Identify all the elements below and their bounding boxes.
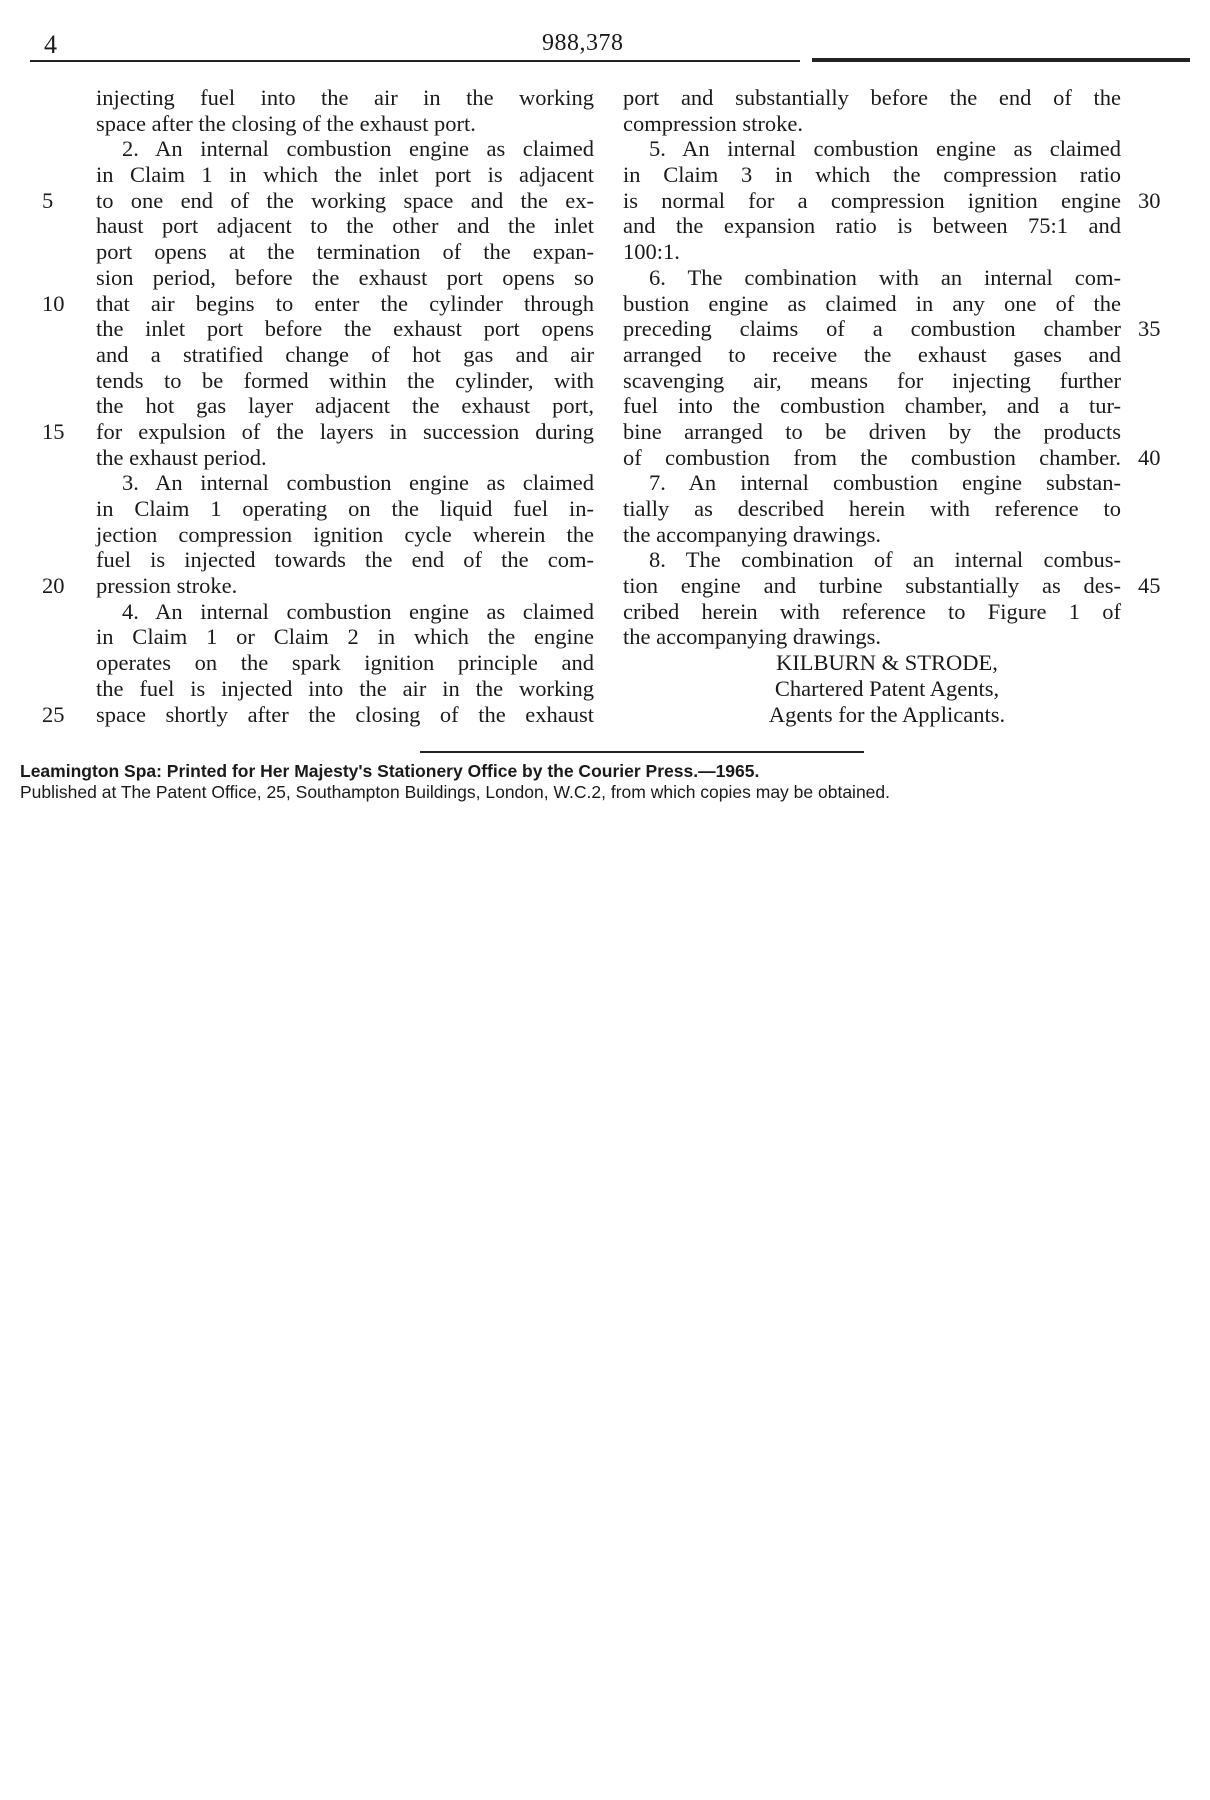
text-line: 3. An internal combustion engine as claimed [122,470,594,496]
line-number: 25 [42,701,65,727]
text-line: tends to be formed within the cylinder, with [96,367,594,393]
text-line: arranged to receive the exhaust gases and [623,341,1121,367]
line-number: 40 [1138,444,1161,470]
line-number: 30 [1138,187,1161,213]
line-number: 10 [42,290,65,316]
page-number: 4 [44,30,57,59]
header-rule-left [30,60,800,62]
line-number: 20 [42,573,65,599]
text-line: in Claim 3 in which the compression ratio [623,162,1121,188]
text-line: and a stratified change of hot gas and air [96,341,594,367]
text-line: the accompanying drawings. [623,521,882,547]
text-line: to one end of the working space and the ex- [96,187,594,213]
text-line: for expulsion of the layers in succession during [96,418,594,444]
text-line: pression stroke. [96,573,238,599]
text-line: port and substantially before the end of the [623,85,1121,110]
text-line: bustion engine as claimed in any one of the [623,290,1121,316]
text-line: cribed herein with reference to Figure 1 of [623,598,1121,624]
text-line: in Claim 1 in which the inlet port is adjacent [96,162,594,188]
text-line: the accompanying drawings. [623,624,882,650]
text-line: sion period, before the exhaust port opens so [96,264,594,290]
text-line: is normal for a compression ignition engine [623,187,1121,213]
text-line: preceding claims of a combustion chamber [623,316,1121,342]
text-line: the exhaust period. [96,444,267,470]
text-line: 100:1. [623,239,680,265]
text-line: space after the closing of the exhaust port. [96,110,476,136]
text-line: and the expansion ratio is between 75:1 and [623,213,1121,239]
text-line: jection compression ignition cycle wherein the [96,521,594,547]
text-line: 2. An internal combustion engine as claimed [122,136,594,162]
text-line: 8. The combination of an internal combus- [649,547,1121,573]
text-line: the fuel is injected into the air in the working [96,675,594,701]
text-line: operates on the spark ignition principle and [96,650,594,676]
publisher-line: Published at The Patent Office, 25, Southampton Buildings, London, W.C.2, from which copies may be obtained. [20,782,891,802]
text-line: 4. An internal combustion engine as claimed [122,598,594,624]
page-header [0,0,1210,70]
text-line: of combustion from the combustion chamber. [623,444,1121,470]
line-number: 5 [42,187,54,213]
text-line: tially as described herein with reference to [623,496,1121,521]
line-number: 45 [1138,573,1161,599]
text-line: the hot gas layer adjacent the exhaust port, [96,393,594,419]
imprint-footer [20,761,1200,803]
text-line: haust port adjacent to the other and the inlet [96,213,594,239]
right-column [623,85,1121,727]
text-line: 5. An internal combustion engine as claimed [649,136,1121,162]
text-line: space shortly after the closing of the exhaust [96,701,594,727]
text-line: fuel into the combustion chamber, and a tur- [623,393,1121,419]
signature-title: Chartered Patent Agents, [774,675,1000,701]
text-line: the inlet port before the exhaust port opens [96,316,594,342]
line-number: 35 [1138,316,1161,342]
text-line: injecting fuel into the air in the working [96,85,594,110]
text-line: bine arranged to be driven by the products [623,418,1121,444]
patent-number: 988,378 [542,30,624,56]
footer-rule [420,751,864,753]
text-line: in Claim 1 operating on the liquid fuel in- [96,496,594,521]
signature-firm: KILBURN & STRODE, [776,650,998,676]
text-line: 6. The combination with an internal com- [649,264,1121,290]
signature-role: Agents for the Applicants. [768,701,1006,727]
printer-line: Leamington Spa: Printed for Her Majesty's Stationery Office by the Courier Press.—1965. [20,761,760,781]
text-line: port opens at the termination of the expan- [96,239,594,265]
text-line: that air begins to enter the cylinder through [96,290,594,316]
text-line: fuel is injected towards the end of the com- [96,547,594,573]
line-number: 15 [42,419,65,445]
header-rule-right [812,58,1190,62]
left-column [96,85,594,727]
text-line: scavenging air, means for injecting further [623,367,1121,393]
text-line: 7. An internal combustion engine substan- [649,470,1121,496]
text-line: tion engine and turbine substantially as des- [623,573,1121,599]
text-line: in Claim 1 or Claim 2 in which the engine [96,624,594,650]
text-line: compression stroke. [623,110,803,136]
